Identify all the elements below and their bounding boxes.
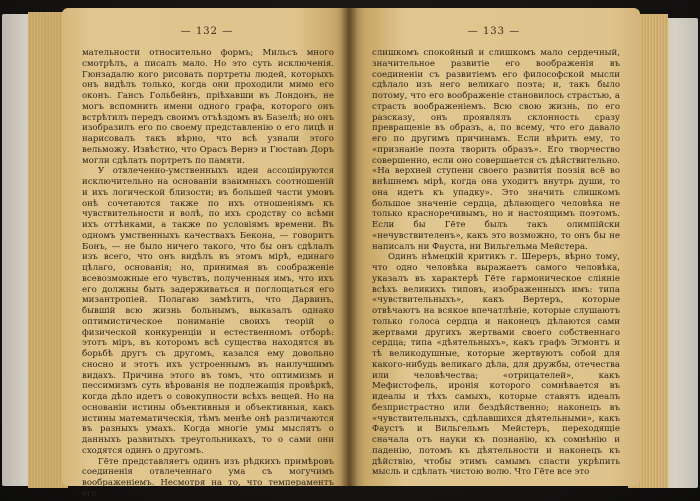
paragraph: У отвлеченно-умственныхъ идеи ассоціируются исключительно на основаніи взаимныхъ соотношеній и ихъ логической близости; въ большей части умовъ онѣ сочетаются также по ихъ отношеніямъ къ чувствительности и волѣ, по ихъ сродству со всѣми ихъ оттѣнками, а также по условіямъ времени. Въ одномъ умственныхъ качествахъ Бекона, — говоритъ Бонъ, — не было ничего такого, что бы онъ сдѣлалъ изъ всего, что онъ видѣлъ въ этомъ мірѣ, единаго цѣлаго, основанія; но, принимая въ соображеніе всевозможные его чувствъ, полученныя имъ, что ихъ его должны быть задерживаться и поглощаться его мизантропіей. Полагаю замѣтить, что Дарвинъ, бывшій всю жизнь больнымъ, выказалъ однако оптимистическое пониманіе своихъ теорій о физической конкуренціи и естественномъ отборѣ: этотъ міръ, въ которомъ всѣ существа находятся въ борьбѣ другъ съ другомъ, казался ему довольно сносно и этотъ ихъ устроеннымъ въ наилучшимъ видахъ. Причина этого въ томъ, что оптимизмъ и пессимизмъ суть вѣрованія не подлежащія провѣркѣ, когда дѣло идетъ о совокупности всѣхъ вещей. Но на основаніи истины объективныя и объективныя, какъ истины математическія, тѣмъ менѣе онѣ различаются въ разныхъ умахъ. Когда многіе умы мыслятъ о данныхъ развитыхъ треугольникахъ, то о сами они сходятся одинъ о другомъ.	[82, 166, 334, 456]
book-gutter	[340, 8, 358, 486]
left-page	[62, 8, 352, 499]
paragraph: мательности относительно формъ; Мильсъ много смотрѣлъ, а писалъ мало. Но это суть исключенія. Гюнзадалю кого рисовать портреты людей, которыхъ онъ видѣлъ только, когда они проходили мимо его оконъ. Гансъ Гольбейнъ, пріѣхавши въ Лондонъ, не могъ вспомнить имени одного графа, которого онъ встрѣтилъ передъ своимъ отъѣздомъ въ Базелѣ; но онъ изобразилъ его по своему представленію о его лицѣ и нарисовалъ такъ вѣрно, что всѣ узнали этого вельможу. Извѣстно, что Орасъ Вернэ и Гюставъ Доръ могли сдѣлать портретъ по памяти.	[82, 48, 334, 166]
paragraph: слишкомъ спокойный и слишкомъ мало сердечный, значительное развитіе его воображенія въ соединеніи съ развитіемъ его философской мысли сдѣлало изъ него великаго поэта; и, такъ было потому, что его воображеніе становилось страстью, а страсть воображеніемъ. Всю свою жизнь, по его разсказу, онъ проявлялъ склонность сразу превращеніе въ образъ, а, по всему, что его давало его по другимъ причинамъ. Если вѣрить ему, то «признаніе поэта творить образъ». Его творчество совершенно, если оно совершается съ дѣйствительно. «На верхней ступени своего развитія поэзія всё во внѣшнемъ мірѣ, когда она уходитъ внутрь души, то она идетъ къ упадку». Это значить слишкомъ большое значеніе сердца, дѣлающего человѣка не только красноречивымъ, но и настоящимъ поэтомъ. Если бы Гёте былъ такъ олимпійски «нечувствителенъ», какъ это возможно, то онъ бы не написалъ ни Фауста, ни Вильгельма Мейстера.	[372, 48, 620, 252]
paragraph: Гёте представляетъ одинъ изъ рѣдкихъ примѣровъ соединенія отвлеченнаго ума съ могучимъ воображеніемъ. Несмотря на то, что темпераментъ его	[82, 456, 334, 499]
paragraph: Одинъ нѣмецкій критикъ г. Шереръ, вѣрно тому, что одно человѣка выражаетъ самого человѣка, указалъ въ характерѣ Гёте гармоническое сліяніе всѣхъ великихъ типовъ, изображенныхъ имъ: типа «чувствительныхъ», какъ Вертеръ, которые отвѣчаютъ на всякое впечатлѣніе, которые слушаютъ только голоса сердца и наконецъ дѣлаются сами жертвами другихъ жертвами своего собственнаго сердца; типа «дѣятельныхъ», какъ графъ Эгмонтъ и тѣ великодушные, которые жертвуютъ собой для какого-нибудь великаго дѣла, для дружбы, отечества или человѣчества; «отрицателей», какъ Мефистофель, иронія которого сомнѣвается въ идеалы и тѣхъ самыхъ, которые ставятъ идеалъ безпристрастно или бездѣйственно; наконецъ въ «чувствительныхъ, сдѣлавшихся дѣятельными», какъ Фаустъ и Вильгельмъ Мейстеръ, переходящіе сначала отъ науки къ познанію, къ сомнѣнію и паденію, потомъ къ дѣятельности и наконецъ къ дѣйствію, чтобы этимъ самымъ спасти укрѣпить мысль и сдѣлать чистою волю. Что Гёте все это	[372, 252, 620, 478]
right-page-text	[372, 48, 620, 478]
page-number-right: — 133 —	[467, 26, 521, 37]
page-number-left: — 132 —	[180, 26, 234, 37]
left-page-text	[82, 48, 334, 500]
right-page	[348, 8, 640, 486]
